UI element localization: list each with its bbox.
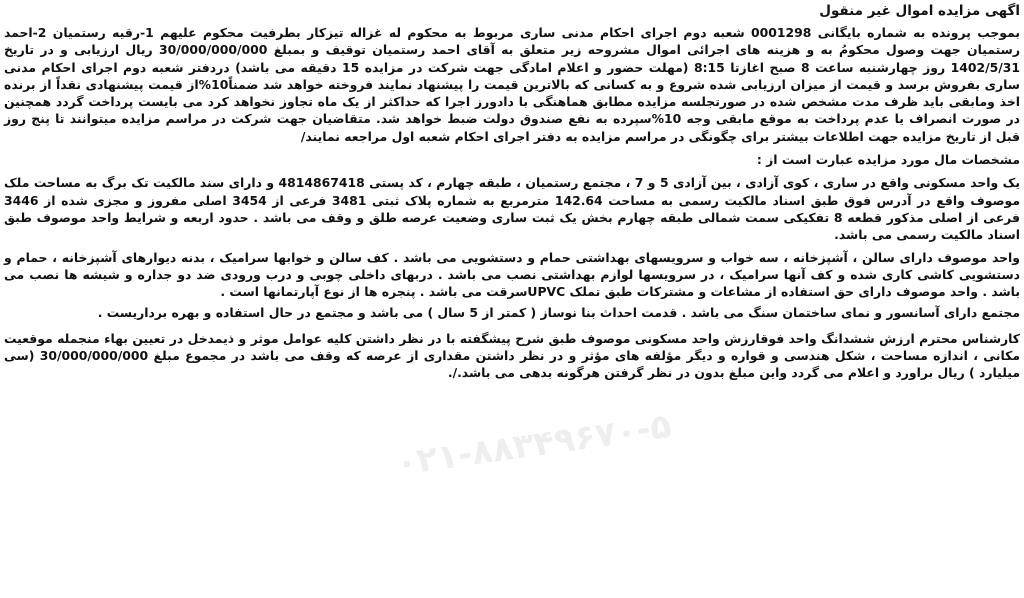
building-paragraph: مجتمع دارای آسانسور و نمای ساختمان سنگ می باشد . قدمت احداث بنا نوساز ( کمتر از 5 سال ) می باشد و مجتمع در حال استفاده و بهره برداریست . <box>97 305 1020 321</box>
phone-watermark: ۰۲۱-۸۸۳۴۹۶۷۰-۵ <box>393 405 674 485</box>
property-specs-heading: مشخصات مال مورد مزایده عبارت است از : <box>756 152 1020 168</box>
auction-terms-paragraph: بموجب پرونده به شماره بایگانی 0001298 شعبه دوم اجرای احکام مدنی ساری مربوط به محکوم له غزاله تیزکار بطرفیت محکوم علیهم 1-رقیه رستمیان 2-احمد رستمیان جهت وصول محکومُ به و هزینه های اجرائی اموال مشروحه زیر متعلق به آقای احمد رستمیان توقیف و بمبلغ 30/000/000/000 ریال ارزیابی و در تاریخ 1402/5/31 روز چهارشنبه ساعت 8 صبح اغازتا 8:15 (مهلت حضور و اعلام امادگی جهت شرکت در مزایده 15 دقیقه می باشد) دردفتر شعبه دوم اجرای احکام مدنی ساری بفروش برسد و قیمت از میزان ارزیابی شده شروع و به کسانی که بالاترین قیمت را پیشنهاد نمایند فروخته خواهد شد ضمناً10%از قیمت پیشنهادی نقداً از برنده اخذ ومابقی باید ظرف مدت مشخص شده در صورتجلسه مزایده مطابق هماهنگی با دادورز اجرا که حداکثر از یک ماه تجاوز نخواهد کرد می بایست پرداخت گردد همچنین در صورت انصراف یا عدم پرداخت به موقع مابقی وجه 10%سپرده به نفع صندوق دولت ضبط خواهد شد. متقاضیان جهت شرکت در مراسم مزایده میتوانند تا پنج روز قبل از تاریخ مزایده جهت اطلاعات بیشتر برای چگونگی در مراسم مزایده به دفتر اجرای احکام شعبه اول مراجعه نمایند/ <box>4 25 1020 144</box>
property-features-paragraph: واحد موصوف دارای سالن ، آشپزخانه ، سه خواب و سرویسهای بهداشتی حمام و دستشویی می باشد . کف سالن و خوابها سرامیک ، بدنه دیوارهای آشپزخانه ، حمام و دستشویی کاشی کاری شده و کف آنها سرامیک ، در سرویسها لوازم بهداشتی نصب می باشد . دربهای داخلی چوبی و درب ورودی ضد دو جداره و شیشه ها نصب می باشد . واحد موصوف دارای حق استفاده از مشاعات و مشترکات طبق تملک UPVCسرقت می باشد . پنجره ها از نوع آپارتمانها است . <box>4 249 1020 300</box>
property-location-paragraph: یک واحد مسکونی واقع در ساری ، کوی آزادی ، بین آزادی 5 و 7 ، مجتمع رستمیان ، طبقه چهارم ، کد پستی 4814867418 و دارای سند مالکیت تک برگ به مساحت ملک موصوف واقع در آدرس فوق طبق اسناد مالکیت رسمی به مساحت 142.64 مترمربع به شماره پلاک ثبتی 3481 فرعی از 3454 اصلی مفروز و مجزی شده از 3446 فرعی از اصلی مذکور قطعه 8 تفکیکی سمت شمالی طبقه چهارم بخش یک ثبت ساری وضعیت عرصه طلق و وقف می باشد . حدود اربعه و شرایط واحد موصوف طبق اسناد مالکیت رسمی می باشد. <box>4 175 1021 243</box>
valuation-paragraph: کارشناس محترم ارزش ششدانگ واحد فوقارزش واحد مسکونی موصوف طبق شرح پیشگفته با در نظر داشتن کلیه عوامل موثر و ذیمدخل در تعیین بهاء منجمله موقعیت مکانی ، اندازه مساحت ، شکل هندسی و قواره و دیگر مؤلفه های مؤثر و در نظر داشتن مقداری از عرصه که وقف می باشد در مجموع مبلغ 30/000/000/000 (سی میلیارد ) ریال براورد و اعلام می گردد واین مبلغ بدون در نظر گرفتن هرگونه بدهی می باشد./. <box>4 330 1020 381</box>
notice-title: اگهی مزایده اموال غیر منقول <box>819 3 1020 19</box>
auction-notice-document <box>4 2 1020 382</box>
